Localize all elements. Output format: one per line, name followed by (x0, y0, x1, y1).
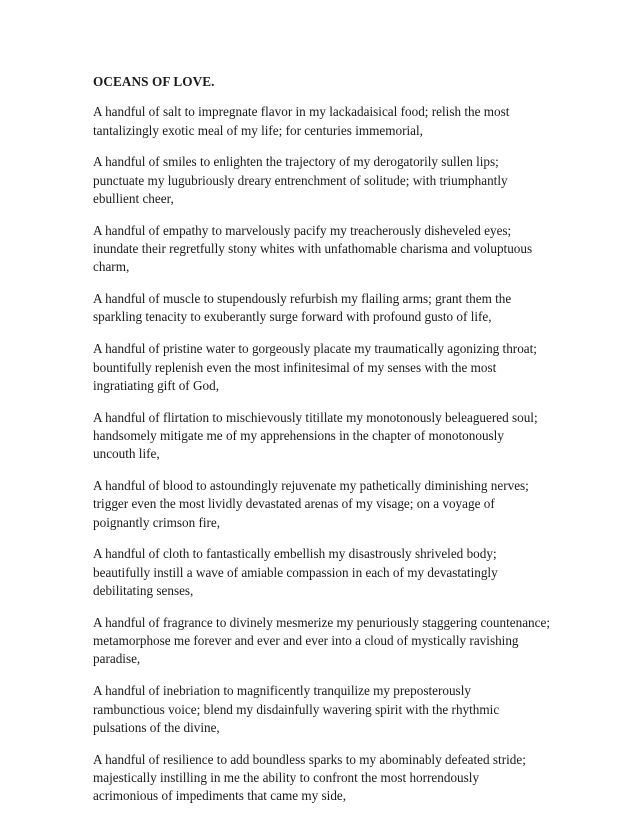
poem-line: A handful of resilience to add boundless sparks to my abominably defeated stride; (93, 751, 526, 767)
poem-line: A handful of blood to astoundingly rejuvenate my pathetically diminishing nerves; (93, 478, 529, 494)
poem-title: OCEANS OF LOVE. (93, 74, 215, 89)
poem-line: handsomely mitigate me of my apprehensions in the chapter of monotonously (93, 427, 504, 443)
poem-line: ebullient cheer, (93, 190, 174, 206)
poem-stanza (93, 290, 563, 327)
poem-stanza (93, 751, 563, 806)
poem-line: A handful of smiles to enlighten the trajectory of my derogatorily sullen lips; (93, 154, 499, 170)
poem-stanza (93, 153, 563, 208)
poem-line: metamorphose me forever and ever and ever into a cloud of mystically ravishing (93, 633, 519, 649)
poem-line: A handful of muscle to stupendously refurbish my flailing arms; grant them the (93, 291, 512, 307)
poem-line: A handful of cloth to fantastically embellish my disastrously shriveled body; (93, 546, 497, 562)
poem-line: debilitating senses, (93, 583, 194, 599)
poem-line: A handful of fragrance to divinely mesmerize my penuriously staggering countenance; (93, 614, 551, 630)
poem-line: A handful of empathy to marvelously pacify my treacherously disheveled eyes; (93, 222, 512, 238)
poem-body (93, 103, 563, 805)
poem-stanza (93, 614, 563, 669)
poem-line: sparkling tenacity to exuberantly surge forward with profound gusto of life, (93, 309, 492, 325)
poem-line: uncouth life, (93, 446, 160, 462)
poem-stanza (93, 340, 563, 395)
poem-line: charm, (93, 259, 130, 275)
poem-line: punctuate my lugubriously dreary entrenchment of solitude; with triumphantly (93, 172, 508, 188)
poem-line: rambunctious voice; blend my disdainfully wavering spirit with the rhythmic (93, 701, 500, 717)
poem-line: tantalizingly exotic meal of my life; for centuries immemorial, (93, 122, 423, 138)
poem-line: acrimonious of impediments that came my side, (93, 788, 347, 804)
poem-stanza (93, 409, 563, 464)
poem-line: paradise, (93, 651, 141, 667)
poem-line: beautifully instill a wave of amiable compassion in each of my devastatingly (93, 564, 498, 580)
poem-stanza (93, 682, 563, 737)
poem-line: inundate their regretfully stony whites with unfathomable charisma and voluptuous (93, 241, 533, 257)
poem-stanza (93, 477, 563, 532)
document-page (93, 73, 563, 819)
poem-line: A handful of inebriation to magnificently tranquilize my preposterously (93, 683, 471, 699)
poem-line: A handful of pristine water to gorgeously placate my traumatically agonizing throat; (93, 341, 537, 357)
poem-stanza (93, 222, 563, 277)
poem-line: A handful of flirtation to mischievously titillate my monotonously beleaguered soul; (93, 409, 538, 425)
poem-stanza (93, 103, 563, 140)
poem-line: ingratiating gift of God, (93, 377, 219, 393)
poem-line: poignantly crimson fire, (93, 514, 221, 530)
poem-line: trigger even the most lividly devastated arenas of my visage; on a voyage of (93, 496, 495, 512)
poem-line: pulsations of the divine, (93, 719, 220, 735)
poem-stanza (93, 545, 563, 600)
poem-line: majestically instilling in me the ability to confront the most horrendously (93, 769, 480, 785)
poem-line: bountifully replenish even the most infinitesimal of my senses with the most (93, 359, 497, 375)
poem-line: A handful of salt to impregnate flavor in my lackadaisical food; relish the most (93, 104, 510, 120)
